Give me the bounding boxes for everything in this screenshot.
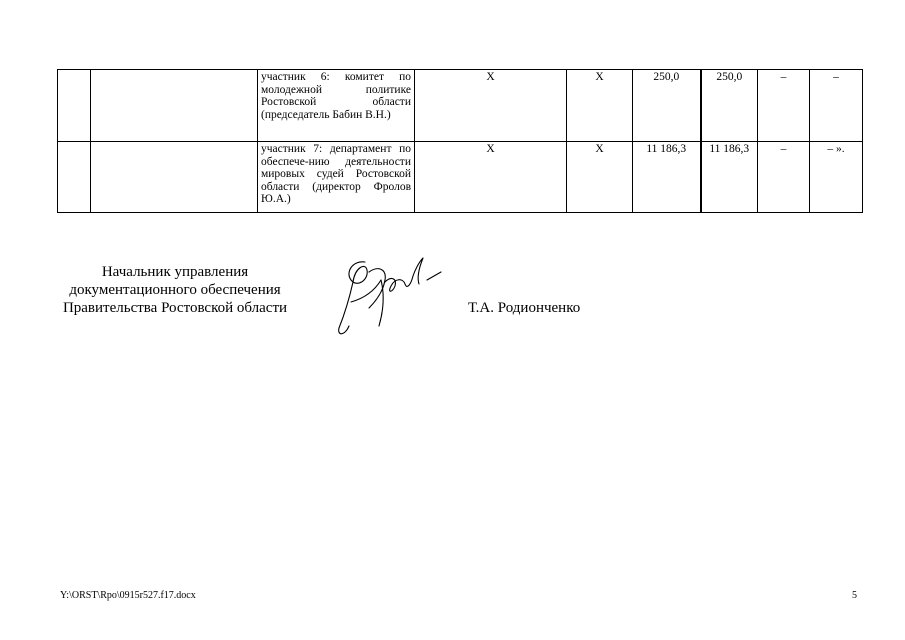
signatory-name: Т.А. Родионченко — [468, 300, 581, 316]
amount-cell: 250,0 — [701, 70, 758, 142]
position-line: документационного обеспечения — [69, 282, 281, 298]
budget-table — [57, 69, 863, 213]
program-name-cell — [91, 70, 258, 142]
handwritten-signature — [325, 250, 455, 345]
amount-cell: – — [758, 70, 810, 142]
position-line: Правительства Ростовской области — [62, 300, 288, 316]
total-amount-cell: 11 186,3 — [633, 142, 701, 213]
footer-file-path: Y:\ORST\Rpo\0915r527.f17.docx — [60, 590, 196, 601]
table-row — [58, 142, 863, 213]
participant-cell: участник 6: комитет по молодежной политике Ростовской области (председатель Бабин В.Н.) — [258, 70, 415, 142]
code-cell: Х — [415, 70, 567, 142]
participant-cell: участник 7: департамент по обеспече-нию деятельности мировых судей Ростовской области (директор Фролов Ю.А.) — [258, 142, 415, 213]
position-line: Начальник управления — [101, 264, 249, 280]
code-cell: Х — [415, 142, 567, 213]
amount-cell: – — [758, 142, 810, 213]
row-number-cell — [58, 142, 91, 213]
total-amount-cell: 250,0 — [633, 70, 701, 142]
signatory-position — [40, 263, 310, 317]
code-cell: Х — [567, 70, 633, 142]
amount-cell: – — [810, 70, 863, 142]
page-number: 5 — [852, 590, 857, 601]
code-cell: Х — [567, 142, 633, 213]
table-row — [58, 70, 863, 142]
row-number-cell — [58, 70, 91, 142]
program-name-cell — [91, 142, 258, 213]
amount-cell: – ». — [810, 142, 863, 213]
amount-cell: 11 186,3 — [701, 142, 758, 213]
